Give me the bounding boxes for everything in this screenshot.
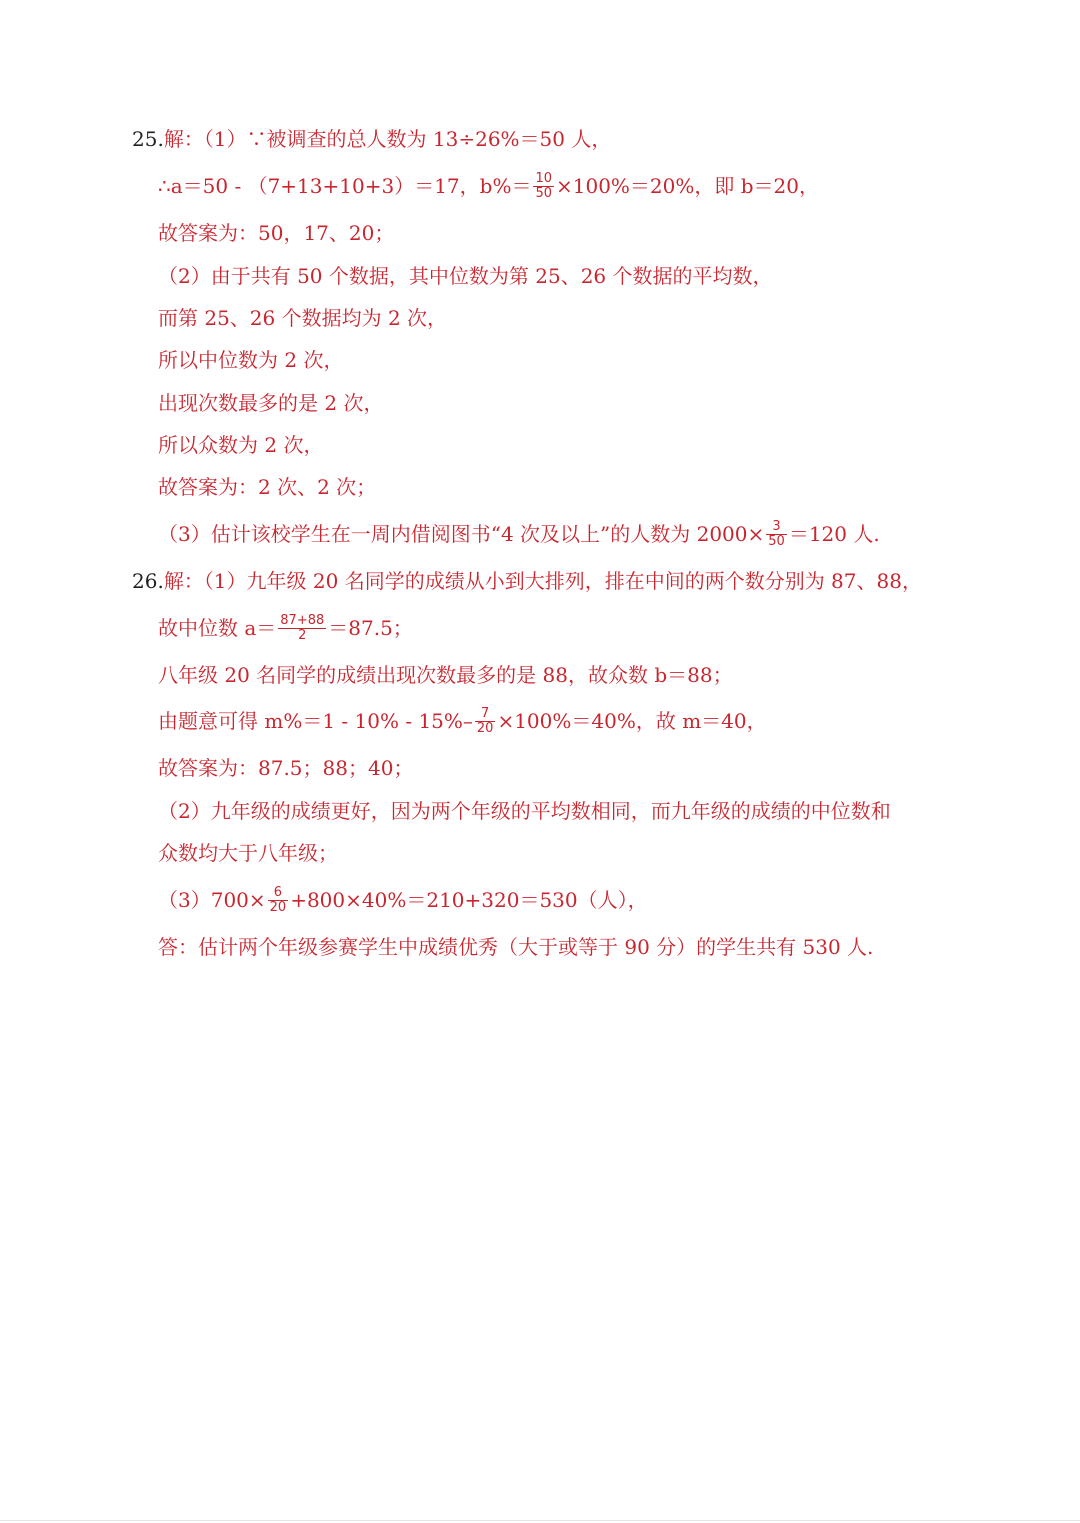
q26-text-1: 解：（1）九年级 20 名同学的成绩从小到大排列，排在中间的两个数分别为 87、88， bbox=[163, 569, 922, 593]
fraction-denominator: 50 bbox=[768, 534, 785, 549]
q25-line-3 bbox=[158, 212, 394, 254]
q26-line-8 bbox=[158, 879, 648, 921]
q26-text-4b: ×100%＝40%，故 m＝40， bbox=[497, 709, 767, 733]
fraction-denominator: 20 bbox=[269, 900, 287, 915]
q26-line-3 bbox=[158, 654, 733, 696]
fraction-numerator: 87+88 bbox=[280, 613, 325, 628]
q26-text-8b: +800×40%＝210+320＝530（人）， bbox=[290, 888, 648, 912]
q26-text-7: 众数均大于八年级； bbox=[158, 841, 338, 865]
q25-text-9: 故答案为：2 次、2 次； bbox=[158, 475, 377, 499]
fraction-7-20 bbox=[475, 707, 496, 736]
q25-text-4: （2）由于共有 50 个数据，其中位数为第 25、26 个数据的平均数， bbox=[158, 264, 773, 288]
q25-text-7: 出现次数最多的是 2 次， bbox=[158, 391, 384, 415]
q26-text-5: 故答案为：87.5；88；40； bbox=[158, 756, 414, 780]
q26-text-8a: （3）700× bbox=[158, 888, 266, 912]
q25-text-5: 而第 25、26 个数据均为 2 次， bbox=[158, 306, 448, 330]
q25-line-9 bbox=[158, 466, 376, 508]
q25-line-6 bbox=[158, 339, 343, 381]
q26-text-2a: 故中位数 a＝ bbox=[158, 616, 277, 640]
q25-text-3: 故答案为：50，17、20； bbox=[158, 221, 395, 245]
fraction-denominator: 2 bbox=[298, 628, 307, 643]
q25-line-10 bbox=[158, 513, 880, 555]
q25-text-8: 所以众数为 2 次， bbox=[158, 433, 324, 457]
q26-line-5 bbox=[158, 747, 413, 789]
fraction-denominator: 50 bbox=[535, 186, 552, 201]
q26-number: 26. bbox=[132, 569, 164, 593]
fraction-denominator: 20 bbox=[476, 721, 494, 736]
q25-line-7 bbox=[158, 382, 383, 424]
q26-text-2b: ＝87.5； bbox=[328, 616, 413, 640]
q26-line-6 bbox=[158, 790, 891, 832]
q25-text-2a: ∴a＝50 - （7+13+10+3）＝17，b%＝ bbox=[158, 174, 532, 198]
q25-text-6: 所以中位数为 2 次， bbox=[158, 348, 344, 372]
fraction-numerator: 7 bbox=[475, 707, 496, 722]
q26-line-1 bbox=[132, 560, 922, 602]
page-bottom-edge bbox=[0, 1520, 1080, 1521]
q26-line-2 bbox=[158, 607, 413, 649]
q25-text-10b: ＝120 人. bbox=[788, 522, 880, 546]
fraction-numerator: 3 bbox=[766, 520, 787, 535]
q25-number: 25. bbox=[132, 127, 164, 151]
q25-line-5 bbox=[158, 297, 447, 339]
q25-line-8 bbox=[158, 424, 323, 466]
q25-line-4 bbox=[158, 255, 773, 297]
q26-text-6: （2）九年级的成绩更好，因为两个年级的平均数相同，而九年级的成绩的中位数和 bbox=[158, 799, 891, 823]
q26-line-4 bbox=[158, 700, 767, 742]
fraction-numerator: 6 bbox=[268, 886, 289, 901]
fraction-6-20 bbox=[268, 886, 289, 915]
q26-text-4a: 由题意可得 m%＝1 - 10% - 15%– bbox=[158, 709, 473, 733]
q25-text-10a: （3）估计该校学生在一周内借阅图书“4 次及以上”的人数为 2000× bbox=[158, 522, 765, 546]
q26-text-3: 八年级 20 名同学的成绩出现次数最多的是 88，故众数 b＝88； bbox=[158, 663, 733, 687]
q26-line-9 bbox=[158, 926, 873, 968]
q25-text-1: 解：（1）∵被调查的总人数为 13÷26%＝50 人， bbox=[163, 127, 612, 151]
q25-line-2 bbox=[158, 165, 819, 207]
fraction-87plus88-2 bbox=[278, 614, 326, 643]
fraction-3-50 bbox=[766, 520, 787, 549]
q26-text-9: 答：估计两个年级参赛学生中成绩优秀（大于或等于 90 分）的学生共有 530 人. bbox=[158, 935, 874, 959]
fraction-numerator: 10 bbox=[535, 171, 552, 186]
q26-line-7 bbox=[158, 832, 338, 874]
q25-text-2b: ×100%＝20%，即 b＝20， bbox=[556, 174, 819, 198]
q25-line-1 bbox=[132, 118, 611, 160]
fraction-10-50 bbox=[533, 172, 554, 201]
